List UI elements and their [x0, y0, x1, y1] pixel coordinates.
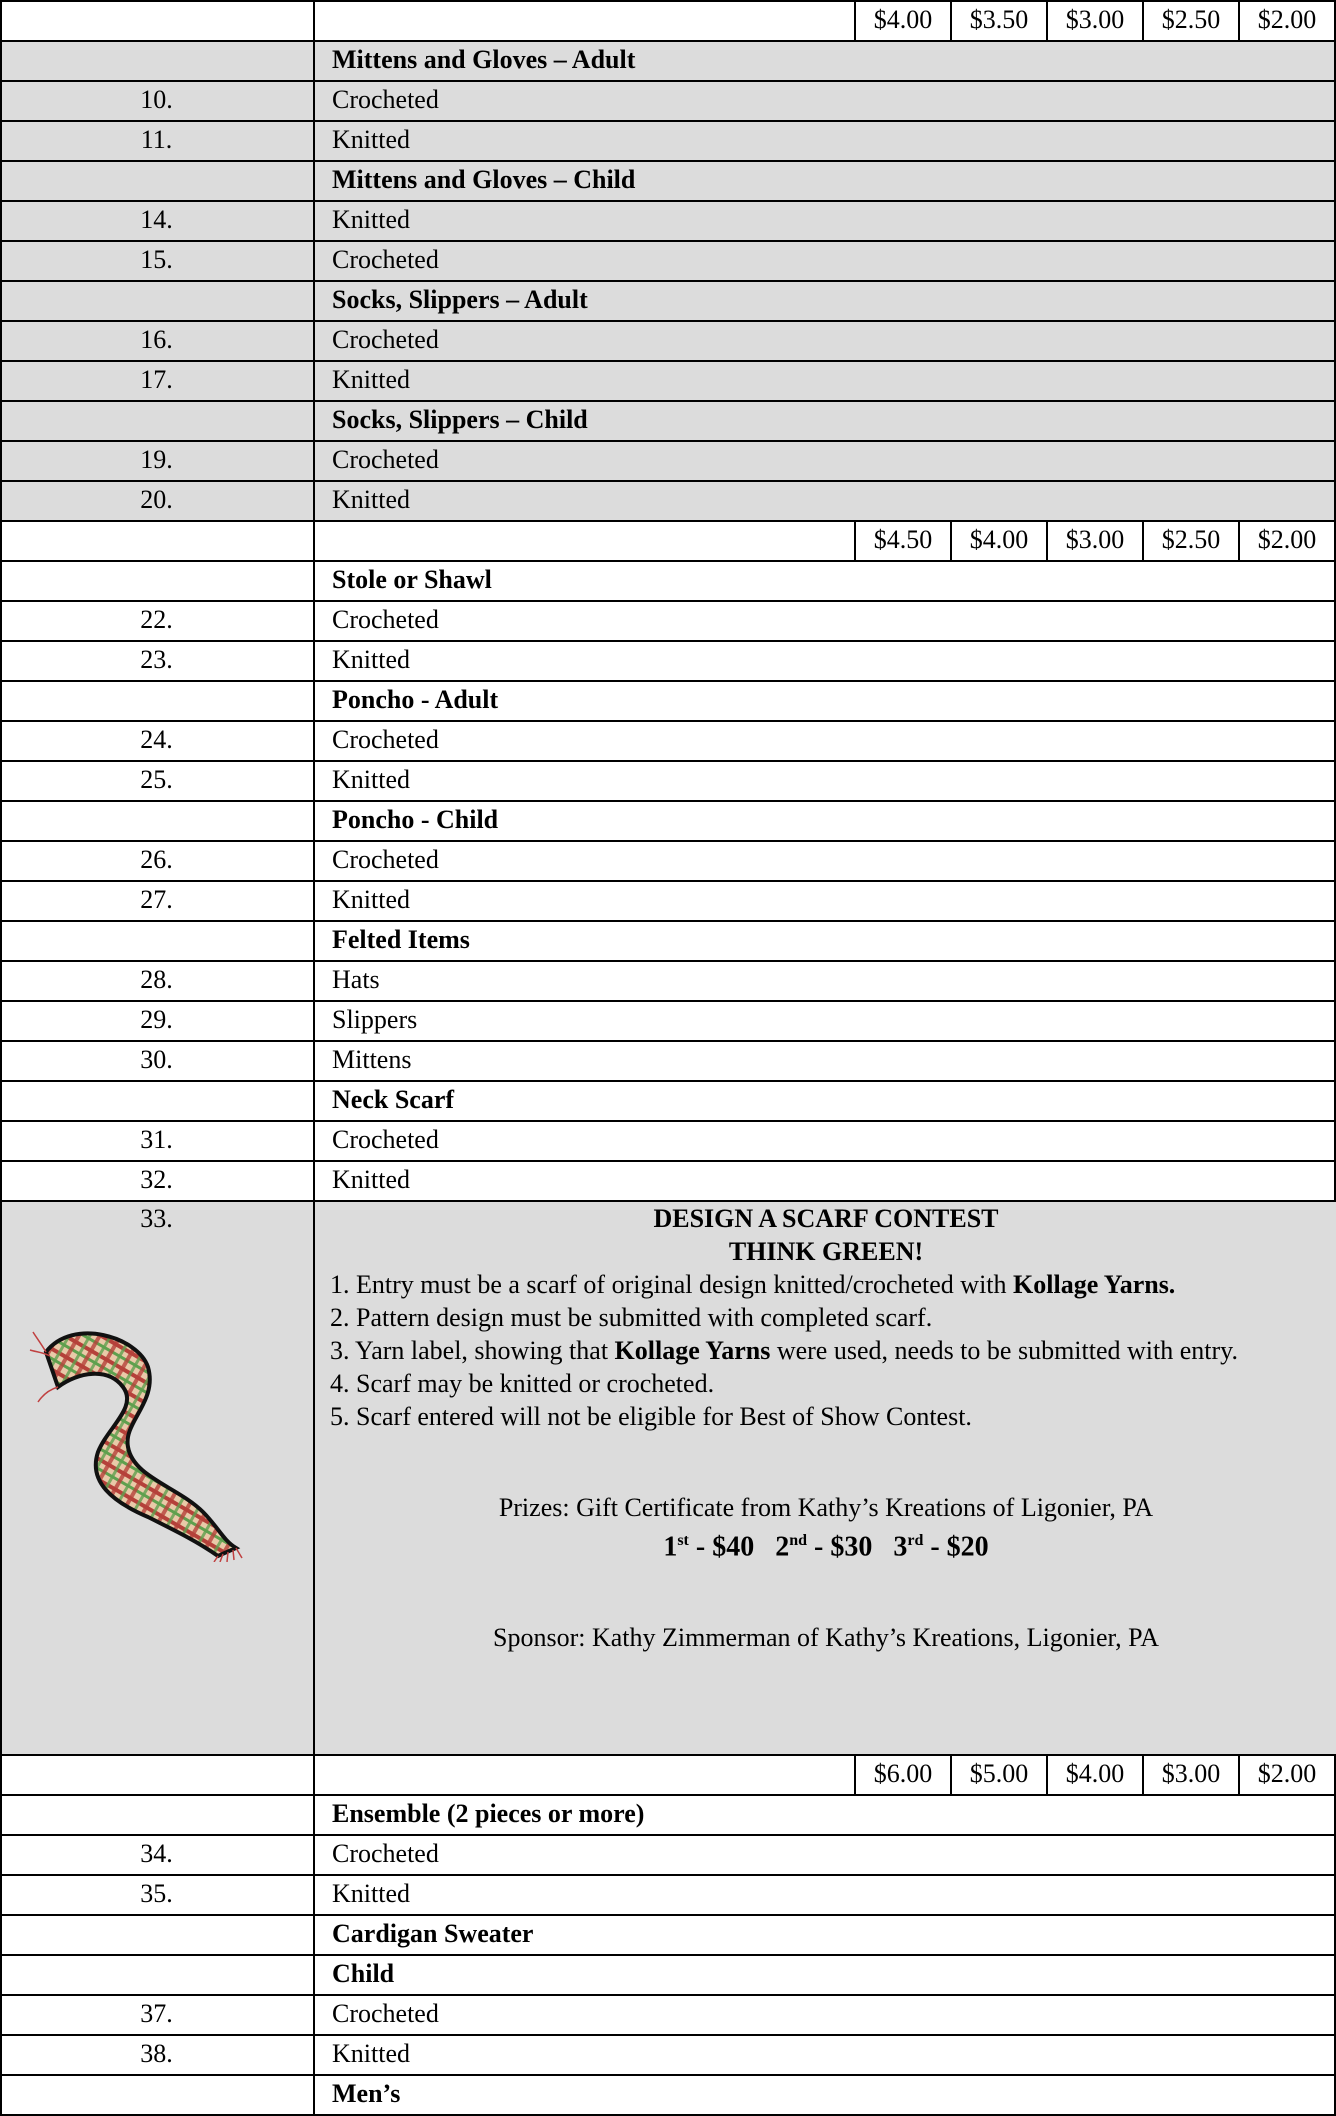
entry-number: 37. — [0, 1996, 315, 2034]
entry-row — [0, 242, 1336, 282]
entry-number — [0, 2076, 315, 2114]
entry-number: 32. — [0, 1162, 315, 1200]
category-label: Men’s — [332, 2079, 401, 2108]
price-header-row — [0, 522, 1336, 562]
entry-label: Knitted — [332, 885, 410, 914]
entry-number: 14. — [0, 202, 315, 240]
price-third: $3.00 — [1046, 522, 1142, 560]
entry-number — [0, 42, 315, 80]
prize-2: 2 — [775, 1531, 790, 1563]
entry-label: Hats — [332, 965, 380, 994]
category-label: Stole or Shawl — [332, 565, 492, 594]
entry-label: Crocheted — [332, 605, 439, 634]
entry-number — [0, 402, 315, 440]
entry-label: Knitted — [332, 365, 410, 394]
entry-number: 24. — [0, 722, 315, 760]
entry-row — [0, 122, 1336, 162]
entry-row — [0, 602, 1336, 642]
entry-number: 19. — [0, 442, 315, 480]
entry-label: Crocheted — [332, 1125, 439, 1154]
contest-subtitle: THINK GREEN! — [728, 1237, 924, 1266]
category-row — [0, 2076, 1336, 2116]
prizes-line: Prizes: Gift Certificate from Kathy’s Kreations of Ligonier, PA — [498, 1493, 1154, 1522]
rule-1-bold: Kollage Yarns. — [1013, 1270, 1176, 1299]
number-cell — [0, 1756, 315, 1794]
entry-label: Knitted — [332, 125, 410, 154]
category-row — [0, 402, 1336, 442]
section-white — [0, 1796, 1336, 2116]
entry-row — [0, 482, 1336, 522]
entry-label: Crocheted — [332, 725, 439, 754]
price-fifth: $2.00 — [1238, 522, 1334, 560]
entry-number — [0, 1916, 315, 1954]
rule-3-end: were used, needs to be submitted with entry. — [770, 1336, 1238, 1365]
entry-number — [0, 282, 315, 320]
entry-number: 10. — [0, 82, 315, 120]
entry-row — [0, 762, 1336, 802]
entry-number: 35. — [0, 1876, 315, 1914]
rule-4: 4. Scarf may be knitted or crocheted. — [330, 1369, 715, 1398]
rule-1-text: 1. Entry must be a scarf of original design knitted/crocheted with — [330, 1270, 1014, 1299]
rule-3 — [330, 1334, 1322, 1367]
entry-number: 23. — [0, 642, 315, 680]
rule-3-text: 3. Yarn label, showing that — [330, 1336, 615, 1365]
category-row — [0, 1082, 1336, 1122]
entry-number: 27. — [0, 882, 315, 920]
category-row — [0, 802, 1336, 842]
entry-label: Crocheted — [332, 845, 439, 874]
entry-number: 31. — [0, 1122, 315, 1160]
number-cell — [0, 522, 315, 560]
entry-row — [0, 1042, 1336, 1082]
entry-row — [0, 2036, 1336, 2076]
entry-number: 17. — [0, 362, 315, 400]
prize-3-sup: rd — [907, 1532, 924, 1549]
category-label: Ensemble (2 pieces or more) — [332, 1799, 645, 1828]
entry-number: 22. — [0, 602, 315, 640]
price-group — [854, 2, 1334, 40]
entry-label: Knitted — [332, 765, 410, 794]
entry-number: 34. — [0, 1836, 315, 1874]
section-gray — [0, 42, 1336, 522]
entry-number: 11. — [0, 122, 315, 160]
category-label: Socks, Slippers – Child — [332, 405, 588, 434]
entry-number — [0, 802, 315, 840]
entry-number: 26. — [0, 842, 315, 880]
contest-text — [330, 1202, 1322, 1654]
price-first: $4.00 — [854, 2, 950, 40]
price-fifth: $2.00 — [1238, 2, 1334, 40]
category-row — [0, 282, 1336, 322]
entry-number — [0, 162, 315, 200]
category-row — [0, 1796, 1336, 1836]
entry-row — [0, 1836, 1336, 1876]
entry-label: Knitted — [332, 645, 410, 674]
category-label: Child — [332, 1959, 395, 1988]
contest-title: DESIGN A SCARF CONTEST — [653, 1204, 999, 1233]
entry-label: Mittens — [332, 1045, 412, 1074]
entry-number — [0, 562, 315, 600]
entry-label: Knitted — [332, 205, 410, 234]
prize-1: 1 — [663, 1531, 678, 1563]
entry-label: Crocheted — [332, 1999, 439, 2028]
category-row — [0, 1956, 1336, 1996]
price-group — [854, 522, 1334, 560]
price-third: $4.00 — [1046, 1756, 1142, 1794]
price-first: $4.50 — [854, 522, 950, 560]
entry-label: Crocheted — [332, 325, 439, 354]
price-fourth: $2.50 — [1142, 522, 1238, 560]
number-cell — [0, 2, 315, 40]
price-first: $6.00 — [854, 1756, 950, 1794]
entry-row — [0, 642, 1336, 682]
price-fourth: $3.00 — [1142, 1756, 1238, 1794]
prize-amounts — [330, 1524, 1322, 1563]
prize-3: 3 — [893, 1531, 908, 1563]
entry-row — [0, 882, 1336, 922]
prize-2-value: - $30 — [807, 1531, 873, 1563]
category-row — [0, 682, 1336, 722]
category-row — [0, 1916, 1336, 1956]
category-label: Felted Items — [332, 925, 470, 954]
entry-number: 29. — [0, 1002, 315, 1040]
rule-2: 2. Pattern design must be submitted with completed scarf. — [330, 1303, 933, 1332]
prize-1-sup: st — [677, 1532, 689, 1549]
entry-number — [0, 682, 315, 720]
entry-number — [0, 1082, 315, 1120]
entry-label: Knitted — [332, 1165, 410, 1194]
scarf-contest-block — [0, 1202, 1336, 1756]
entry-label: Knitted — [332, 1879, 410, 1908]
entry-row — [0, 962, 1336, 1002]
prize-2-sup: nd — [789, 1532, 808, 1549]
entry-row — [0, 1162, 1336, 1202]
entry-row — [0, 722, 1336, 762]
entry-number: 28. — [0, 962, 315, 1000]
price-header-row — [0, 1756, 1336, 1796]
category-row — [0, 162, 1336, 202]
price-fifth: $2.00 — [1238, 1756, 1334, 1794]
category-row — [0, 922, 1336, 962]
entry-label: Crocheted — [332, 445, 439, 474]
category-label: Cardigan Sweater — [332, 1919, 534, 1948]
entry-row — [0, 1996, 1336, 2036]
entry-row — [0, 842, 1336, 882]
price-fourth: $2.50 — [1142, 2, 1238, 40]
entry-number: 33. — [140, 1204, 173, 1233]
entry-row — [0, 1002, 1336, 1042]
prize-1-value: - $40 — [688, 1531, 755, 1563]
category-label: Mittens and Gloves – Child — [332, 165, 636, 194]
price-group — [854, 1756, 1334, 1794]
entry-row — [0, 362, 1336, 402]
category-row — [0, 42, 1336, 82]
rule-1 — [330, 1268, 1322, 1301]
price-second: $4.00 — [950, 522, 1046, 560]
entry-number: 20. — [0, 482, 315, 520]
entry-number: 15. — [0, 242, 315, 280]
entry-number — [0, 1956, 315, 1994]
entry-label: Slippers — [332, 1005, 418, 1034]
entry-row — [0, 322, 1336, 362]
category-label: Socks, Slippers – Adult — [332, 285, 588, 314]
prize-3-value: - $20 — [923, 1531, 989, 1563]
entry-row — [0, 82, 1336, 122]
entry-label: Crocheted — [332, 1839, 439, 1868]
entry-row — [0, 1876, 1336, 1916]
sponsor-line: Sponsor: Kathy Zimmerman of Kathy’s Kreations, Ligonier, PA — [493, 1623, 1159, 1653]
scarf-illustration — [28, 1312, 278, 1562]
category-label: Poncho - Child — [332, 805, 499, 834]
entry-label: Crocheted — [332, 85, 439, 114]
entry-number: 25. — [0, 762, 315, 800]
rule-5: 5. Scarf entered will not be eligible for Best of Show Contest. — [330, 1402, 972, 1431]
entry-label: Crocheted — [332, 245, 439, 274]
entry-label: Knitted — [332, 2039, 410, 2068]
category-label: Mittens and Gloves – Adult — [332, 45, 636, 74]
entry-label: Knitted — [332, 485, 410, 514]
entry-number — [0, 922, 315, 960]
category-label: Poncho - Adult — [332, 685, 499, 714]
entry-row — [0, 442, 1336, 482]
price-second: $5.00 — [950, 1756, 1046, 1794]
entry-number — [0, 1796, 315, 1834]
entry-number: 30. — [0, 1042, 315, 1080]
category-label: Neck Scarf — [332, 1085, 455, 1114]
entry-number: 38. — [0, 2036, 315, 2074]
entry-row — [0, 202, 1336, 242]
section-white — [0, 562, 1336, 1202]
category-row — [0, 562, 1336, 602]
price-third: $3.00 — [1046, 2, 1142, 40]
contest-number-cell — [0, 1202, 315, 1754]
price-header-row — [0, 0, 1336, 42]
price-second: $3.50 — [950, 2, 1046, 40]
entry-number: 16. — [0, 322, 315, 360]
entry-row — [0, 1122, 1336, 1162]
rule-3-bold: Kollage Yarns — [614, 1336, 771, 1365]
